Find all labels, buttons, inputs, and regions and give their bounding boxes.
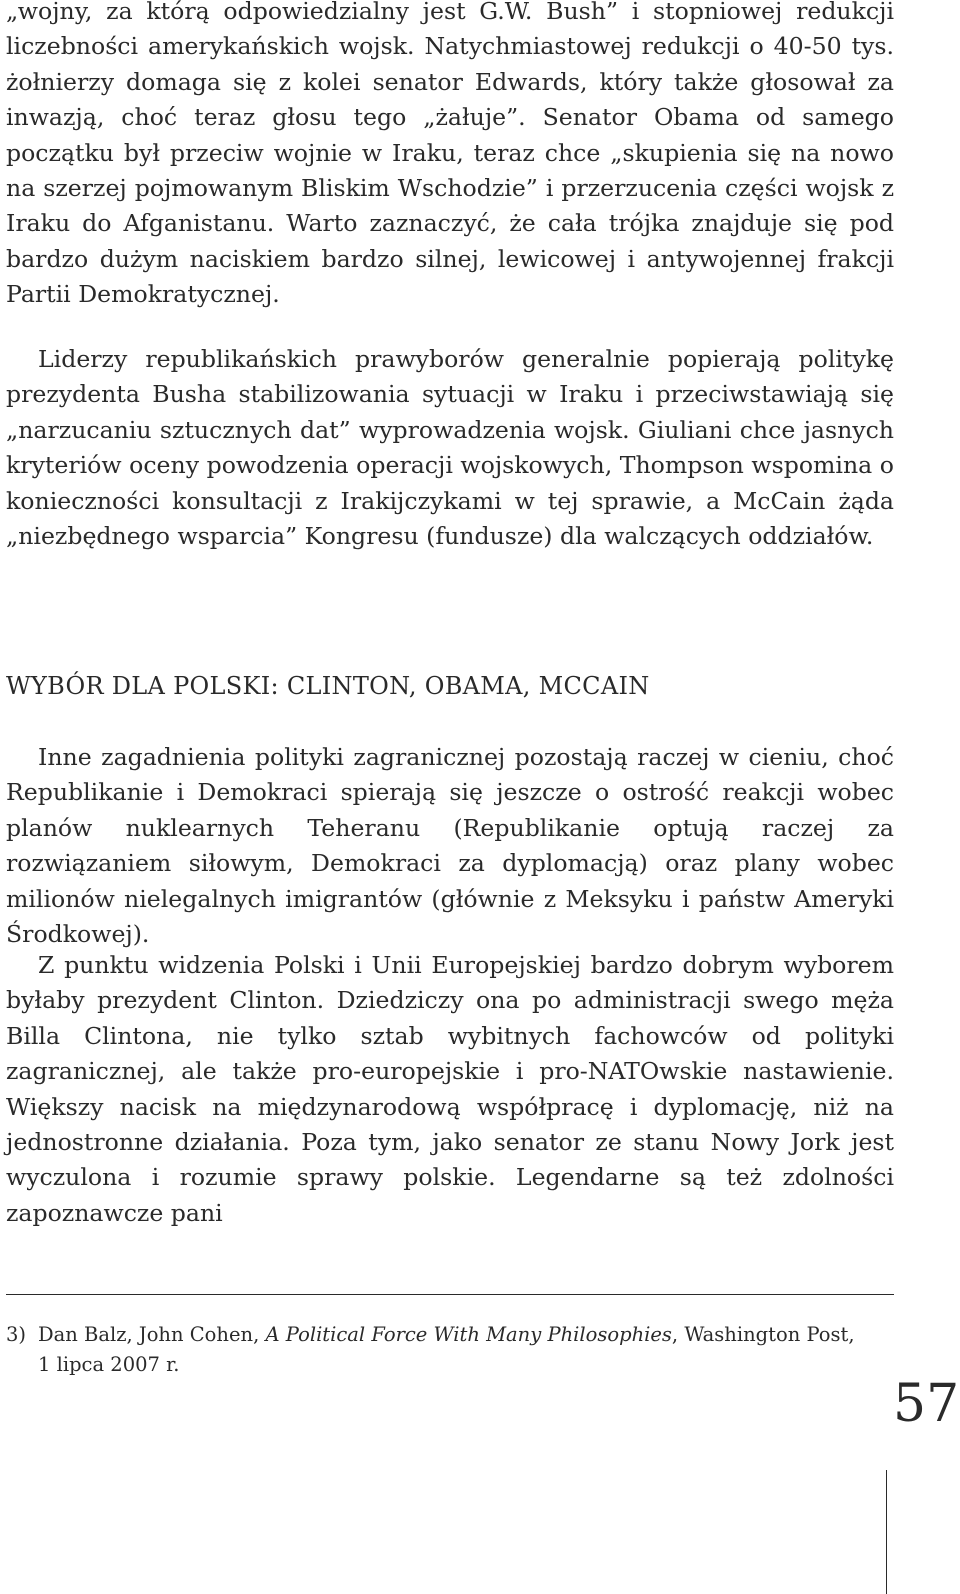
footnote-source: , Washington Post, xyxy=(671,1323,855,1346)
paragraph-other-foreign-policy: Inne zagadnienia polityki zagranicznej pozostają raczej w cieniu, choć Republikanie i Demokraci spierają się jeszcze o ostrość reakcji wobec planów nuklearnych Teheranu (Republikanie optują raczej za rozwiązaniem siłowym, Demokraci za dyplomacją) oraz plany wobec milionów nielegalnych imigrantów (głównie z Meksyku i państw Ameryki Środkowej). xyxy=(6,743,894,949)
footnote-number: 3) xyxy=(6,1323,27,1346)
paragraph-republican-leaders: Liderzy republikańskich prawyborów generalnie popierają politykę prezydenta Busha stabilizowania sytuacji w Iraku i przeciwstawiają się „narzucaniu sztucznych dat” wyprowadzenia wojsk. Giuliani chce jasnych kryteriów oceny powodzenia operacji wojskowych, Thompson wspomina o konieczności konsultacji z Irakijczykami w tej sprawie, a McCain żąda „niezbędnego wsparcia” Kongresu (fundusze) dla walczących oddziałów. xyxy=(6,345,894,551)
footnote-divider xyxy=(6,1294,894,1295)
footnote-title: A Political Force With Many Philosophies xyxy=(265,1323,672,1346)
paragraph-poland-perspective: Z punktu widzenia Polski i Unii Europejskiej bardzo dobrym wyborem byłaby prezydent Clinton. Dziedziczy ona po administracji swego męża Billa Clintona, nie tylko sztab wybitnych fachowców od polityki zagranicznej, ale także pro-europejskie i pro-NATOwskie nastawienie. Większy nacisk na międzynarodową współpracę i dyplomację, niż na jednostronne działania. Poza tym, jako senator ze stanu Nowy Jork jest wyczulona i rozumie sprawy polskie. Legendarne są też zdolności zapoznawcze pani xyxy=(6,951,894,1227)
page-number: 57 xyxy=(893,1374,960,1434)
footnote-authors: Dan Balz, John Cohen, xyxy=(38,1323,260,1346)
section-heading: WYBÓR DLA POLSKI: CLINTON, OBAMA, MCCAIN xyxy=(6,672,650,700)
margin-rule xyxy=(886,1470,887,1594)
footnote xyxy=(6,1320,894,1380)
paragraph-iraq-democrats: „wojny, za którą odpowiedzialny jest G.W. Bush” i stopniowej redukcji liczebności amerykańskich wojsk. Natychmiastowej redukcji o 40-50 tys. żołnierzy domaga się z kolei senator Edwards, który także głosował za inwazją, choć teraz głosu tego „żałuje”. Senator Obama od samego początku był przeciw wojnie w Iraku, teraz chce „skupienia się na nowo na szerzej pojmowanym Bliskim Wschodzie” i przerzucenia części wojsk z Iraku do Afganistanu. Warto zaznaczyć, że cała trójka znajduje się pod bardzo dużym naciskiem bardzo silnej, lewicowej i antywojennej frakcji Partii Demokratycznej. xyxy=(6,0,894,309)
footnote-date: 1 lipca 2007 r. xyxy=(38,1353,180,1376)
